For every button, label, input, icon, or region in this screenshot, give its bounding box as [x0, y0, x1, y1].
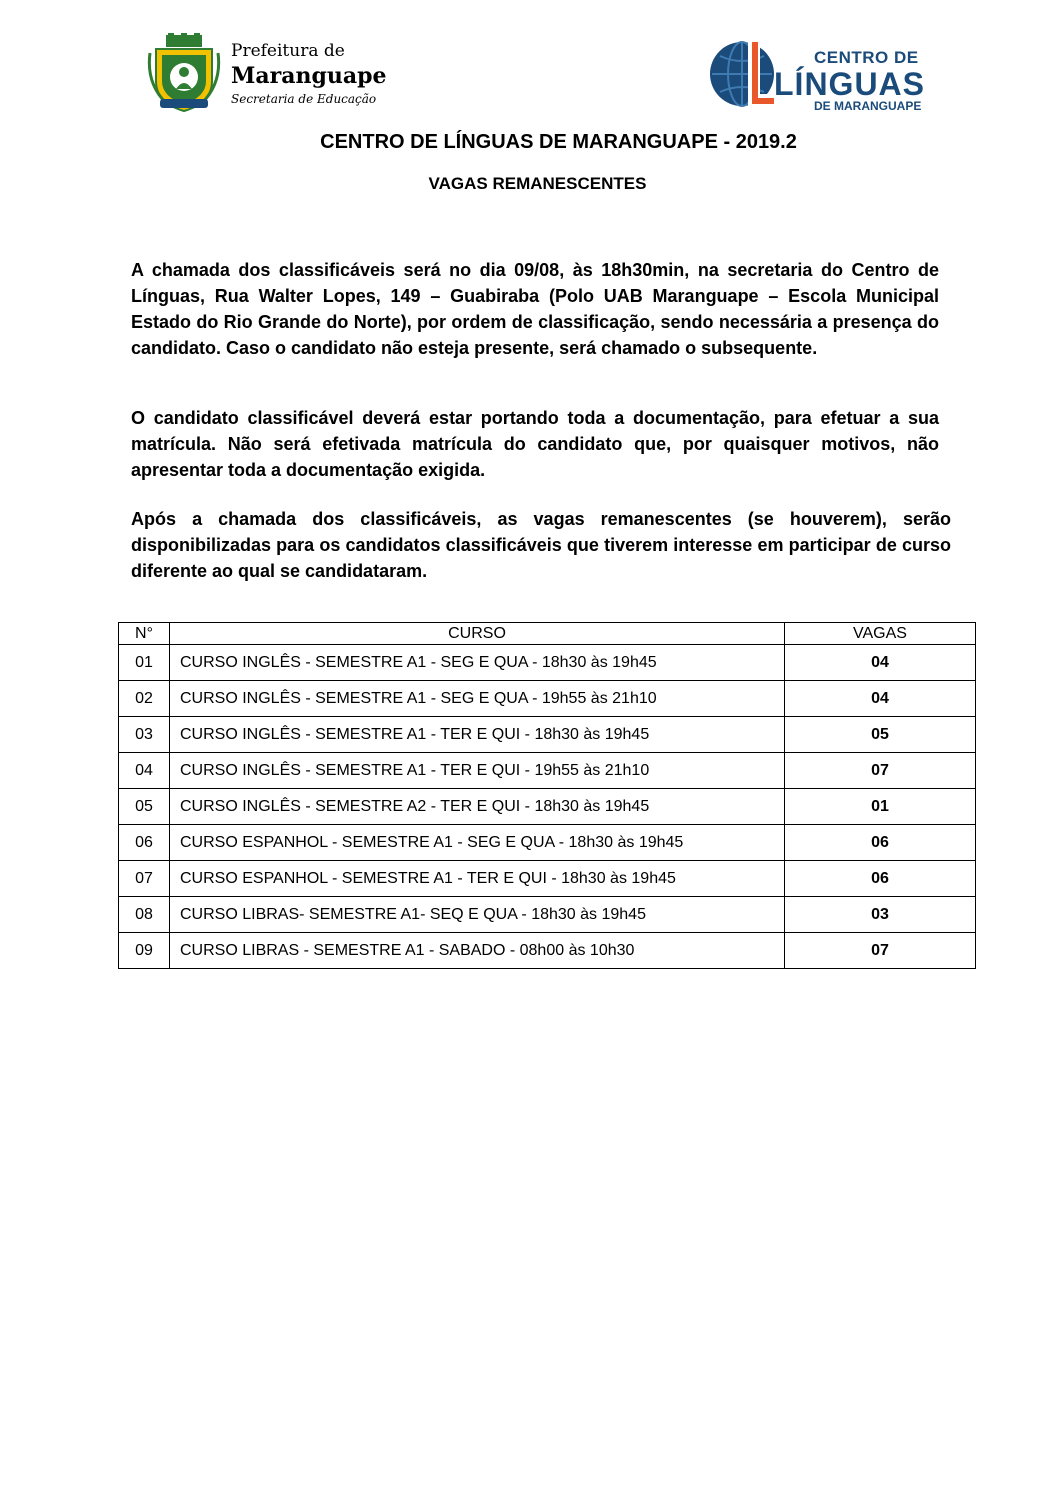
row-num: 09	[119, 933, 170, 969]
table-row	[119, 861, 976, 897]
row-curso: CURSO INGLÊS - SEMESTRE A1 - SEG E QUA - 19h55 às 21h10	[170, 681, 785, 717]
row-vagas: 07	[785, 933, 976, 969]
municipal-seal-icon	[146, 33, 222, 113]
row-curso: CURSO ESPANHOL - SEMESTRE A1 - SEG E QUA - 18h30 às 19h45	[170, 825, 785, 861]
globe-icon	[708, 36, 778, 112]
page-subtitle: VAGAS REMANESCENTES	[428, 174, 647, 193]
table-row	[119, 681, 976, 717]
row-num: 01	[119, 645, 170, 681]
row-vagas: 04	[785, 681, 976, 717]
paragraph-chamada: A chamada dos classificáveis será no dia 09/08, às 18h30min, na secretaria do Centro de Línguas, Rua Walter Lopes, 149 – Guabiraba (Polo UAB Maranguape – Escola Municipal Estado do Rio Grande do Norte), por ordem de classificação, sendo necessária a presença do candidato. Caso o candidato não esteja presente, será chamado o subsequente.	[131, 260, 939, 358]
logo-line-maranguape: Maranguape	[231, 63, 387, 89]
row-num: 04	[119, 753, 170, 789]
paragraph-documentacao: O candidato classificável deverá estar portando toda a documentação, para efetuar a sua matrícula. Não será efetivada matrícula do candidato que, por quaisquer motivos, não apresentar toda a documentação exigida.	[131, 408, 939, 480]
vagas-table	[118, 622, 976, 969]
row-vagas: 04	[785, 645, 976, 681]
logo-line-de-maranguape: DE MARANGUAPE	[814, 99, 922, 113]
centro-linguas-logo	[708, 36, 933, 112]
row-vagas: 06	[785, 825, 976, 861]
row-vagas: 01	[785, 789, 976, 825]
row-curso: CURSO INGLÊS - SEMESTRE A2 - TER E QUI - 18h30 às 19h45	[170, 789, 785, 825]
row-num: 08	[119, 897, 170, 933]
table-row	[119, 717, 976, 753]
table-row	[119, 933, 976, 969]
row-num: 06	[119, 825, 170, 861]
row-curso: CURSO INGLÊS - SEMESTRE A1 - SEG E QUA - 18h30 às 19h45	[170, 645, 785, 681]
logo-line-centro-de: CENTRO DE	[814, 48, 919, 67]
row-curso: CURSO ESPANHOL - SEMESTRE A1 - TER E QUI - 18h30 às 19h45	[170, 861, 785, 897]
row-vagas: 03	[785, 897, 976, 933]
logo-line-linguas: LÍNGUAS	[774, 66, 925, 102]
row-vagas: 05	[785, 717, 976, 753]
table-header-row	[119, 623, 976, 645]
logo-line-prefeitura: Prefeitura de	[231, 41, 345, 61]
prefeitura-logo	[146, 33, 386, 113]
row-num: 05	[119, 789, 170, 825]
header-vagas: VAGAS	[785, 623, 976, 645]
header-num: N°	[119, 623, 170, 645]
table-row	[119, 897, 976, 933]
row-vagas: 06	[785, 861, 976, 897]
header-curso: CURSO	[170, 623, 785, 645]
row-num: 02	[119, 681, 170, 717]
row-vagas: 07	[785, 753, 976, 789]
row-curso: CURSO LIBRAS- SEMESTRE A1- SEQ E QUA - 18h30 às 19h45	[170, 897, 785, 933]
row-num: 03	[119, 717, 170, 753]
row-num: 07	[119, 861, 170, 897]
row-curso: CURSO LIBRAS - SEMESTRE A1 - SABADO - 08h00 às 10h30	[170, 933, 785, 969]
table-row	[119, 789, 976, 825]
table-row	[119, 753, 976, 789]
paragraph-vagas-remanescentes: Após a chamada dos classificáveis, as vagas remanescentes (se houverem), serão disponibilizadas para os candidatos classificáveis que tiverem interesse em participar de curso diferente ao qual se candidataram.	[131, 509, 951, 581]
row-curso: CURSO INGLÊS - SEMESTRE A1 - TER E QUI - 19h55 às 21h10	[170, 753, 785, 789]
logo-line-secretaria: Secretaria de Educação	[231, 92, 377, 106]
row-curso: CURSO INGLÊS - SEMESTRE A1 - TER E QUI - 18h30 às 19h45	[170, 717, 785, 753]
page-title: CENTRO DE LÍNGUAS DE MARANGUAPE - 2019.2	[320, 131, 797, 153]
table-row	[119, 825, 976, 861]
table-row	[119, 645, 976, 681]
